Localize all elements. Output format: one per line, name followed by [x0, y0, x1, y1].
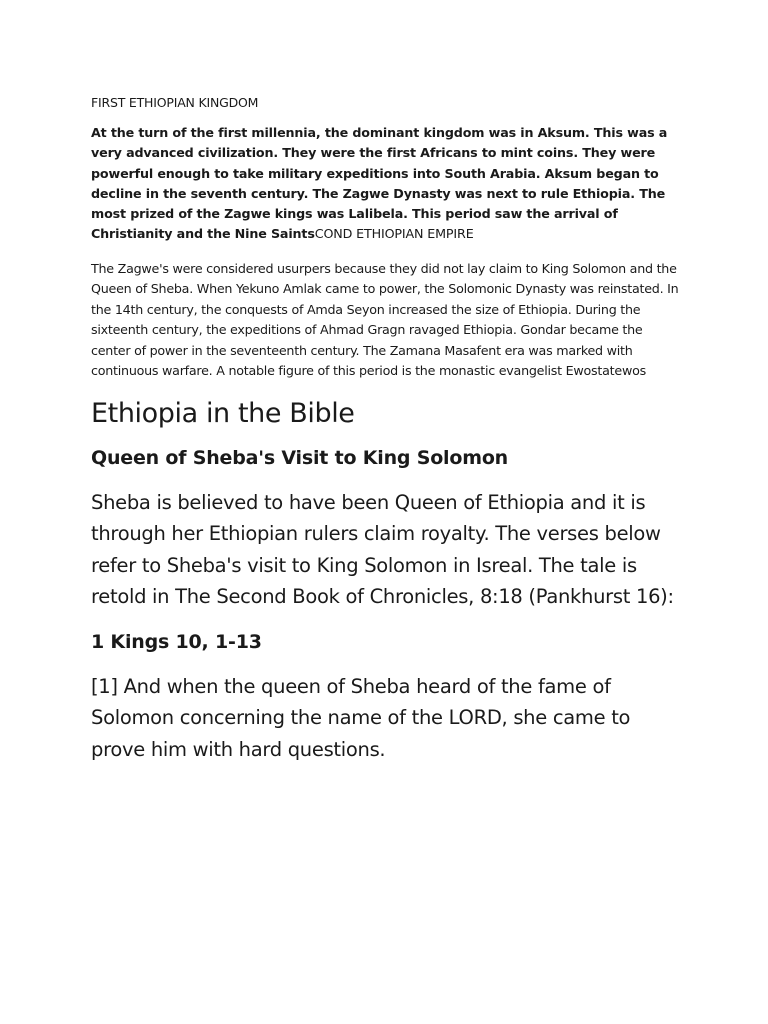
zagwe-paragraph: The Zagwe's were considered usurpers because they did not lay claim to King Solomon and the Queen of Sheba. When Yekuno Amlak came to power, the Solomonic Dynasty was reinstated. In the 14th century, the conquests of Amda Seyon increased the size of Ethiopia. During the sixteenth century, the expeditions of Ahmad Gragn ravaged Ethiopia. Gondar became the center of power in the seventeenth century. The Zamana Masafent era was marked with continuous warfare. A notable figure of this period is the monastic evangelist Ewostatewos	[91, 260, 679, 379]
section-kicker: FIRST ETHIOPIAN KINGDOM	[91, 95, 259, 110]
intro-bold-text: At the turn of the first millennia, the dominant kingdom was in Aksum. This was a very advanced civilization. They were the first Africans to mint coins. They were powerful enough to take military expeditions into South Arabia. Aksum began to decline in the seventh century. The Zagwe Dynasty was next to rule Ethiopia. The most prized of the Zagwe kings was Lalibela. This period saw the arrival of Christianity and the Nine Saints	[91, 125, 668, 242]
sheba-paragraph: Sheba is believed to have been Queen of Ethiopia and it is through her Ethiopian rulers claim royalty. The verses below refer to Sheba's visit to King Solomon in Isreal. The tale is retold in The Second Book of Chronicles, 8:18 (Pankhurst 16):	[91, 490, 674, 609]
sheba-visit-heading: Queen of Sheba's Visit to King Solomon	[91, 446, 508, 469]
intro-tail-text: COND ETHIOPIAN EMPIRE	[314, 226, 474, 242]
verse-paragraph: [1] And when the queen of Sheba heard of the fame of Solomon concerning the name of the LORD, she came to prove him with hard questions.	[91, 674, 631, 761]
kings-reference-heading: 1 Kings 10, 1-13	[91, 630, 262, 653]
document-page	[91, 94, 681, 781]
ethiopia-bible-heading: Ethiopia in the Bible	[91, 397, 355, 429]
intro-paragraph	[91, 123, 681, 245]
